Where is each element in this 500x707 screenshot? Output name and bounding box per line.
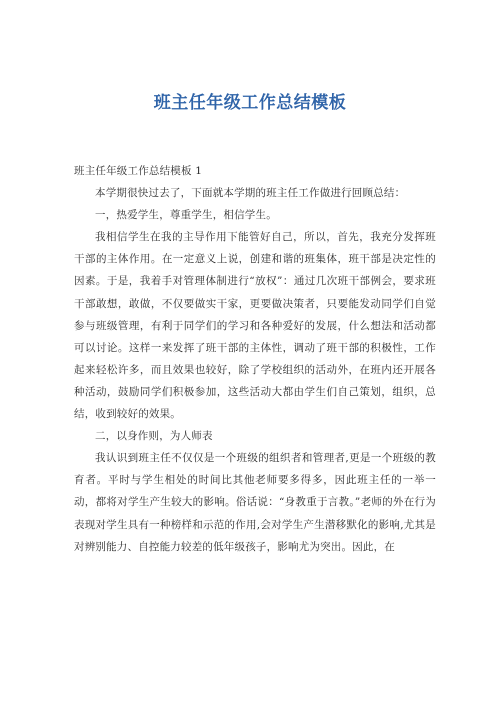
subheading-1: 一，热爱学生，尊重学生，相信学生。: [95, 209, 277, 222]
document-title: 班主任年级工作总结模板: [153, 93, 347, 113]
document-body: [74, 160, 436, 558]
intro-paragraph: 本学期很快过去了，下面就本学期的班主任工作做进行回顾总结：: [95, 187, 406, 200]
body-paragraph-2: 我认识到班主任不仅仅是一个班级的组织者和管理者,更是一个班级的教育者。平时与学生相处的时间比其他老师要多得多，因此班主任的一举一动，都将对学生产生较大的影响。俗话说：“身教重于言教。”老师的外在行为表现对学生具有一种榜样和示范的作用,会对学生产生潜移默化的影响,尤其是对辨别能力、自控能力较差的低年级孩子，影响尤为突出。因此，在: [74, 452, 436, 553]
subheading-2: 二，以身作则，为人师表: [95, 430, 213, 443]
section-heading: 班主任年级工作总结模板 1: [74, 165, 203, 177]
body-paragraph-1: 我相信学生在我的主导作用下能管好自己，所以，首先，我充分发挥班干部的主体作用。在一定意义上说，创建和谐的班集体，班干部是决定性的因素。于是，我着手对管理体制进行“放权”：通过几次班干部例会，要求班干部敢想，敢做，不仅要做实干家，更要做决策者，只要能发动同学们自觉参与班级管理，有利于同学们的学习和各种爱好的发展，什么想法和活动都可以讨论。这样一来发挥了班干部的主体性，调动了班干部的积极性，工作起来轻松许多，而且效果也较好，除了学校组织的活动外，在班内还开展各种活动，鼓励同学们积极参加，这些活动大都由学生们自己策划，组织，总结，收到较好的效果。: [74, 231, 436, 421]
